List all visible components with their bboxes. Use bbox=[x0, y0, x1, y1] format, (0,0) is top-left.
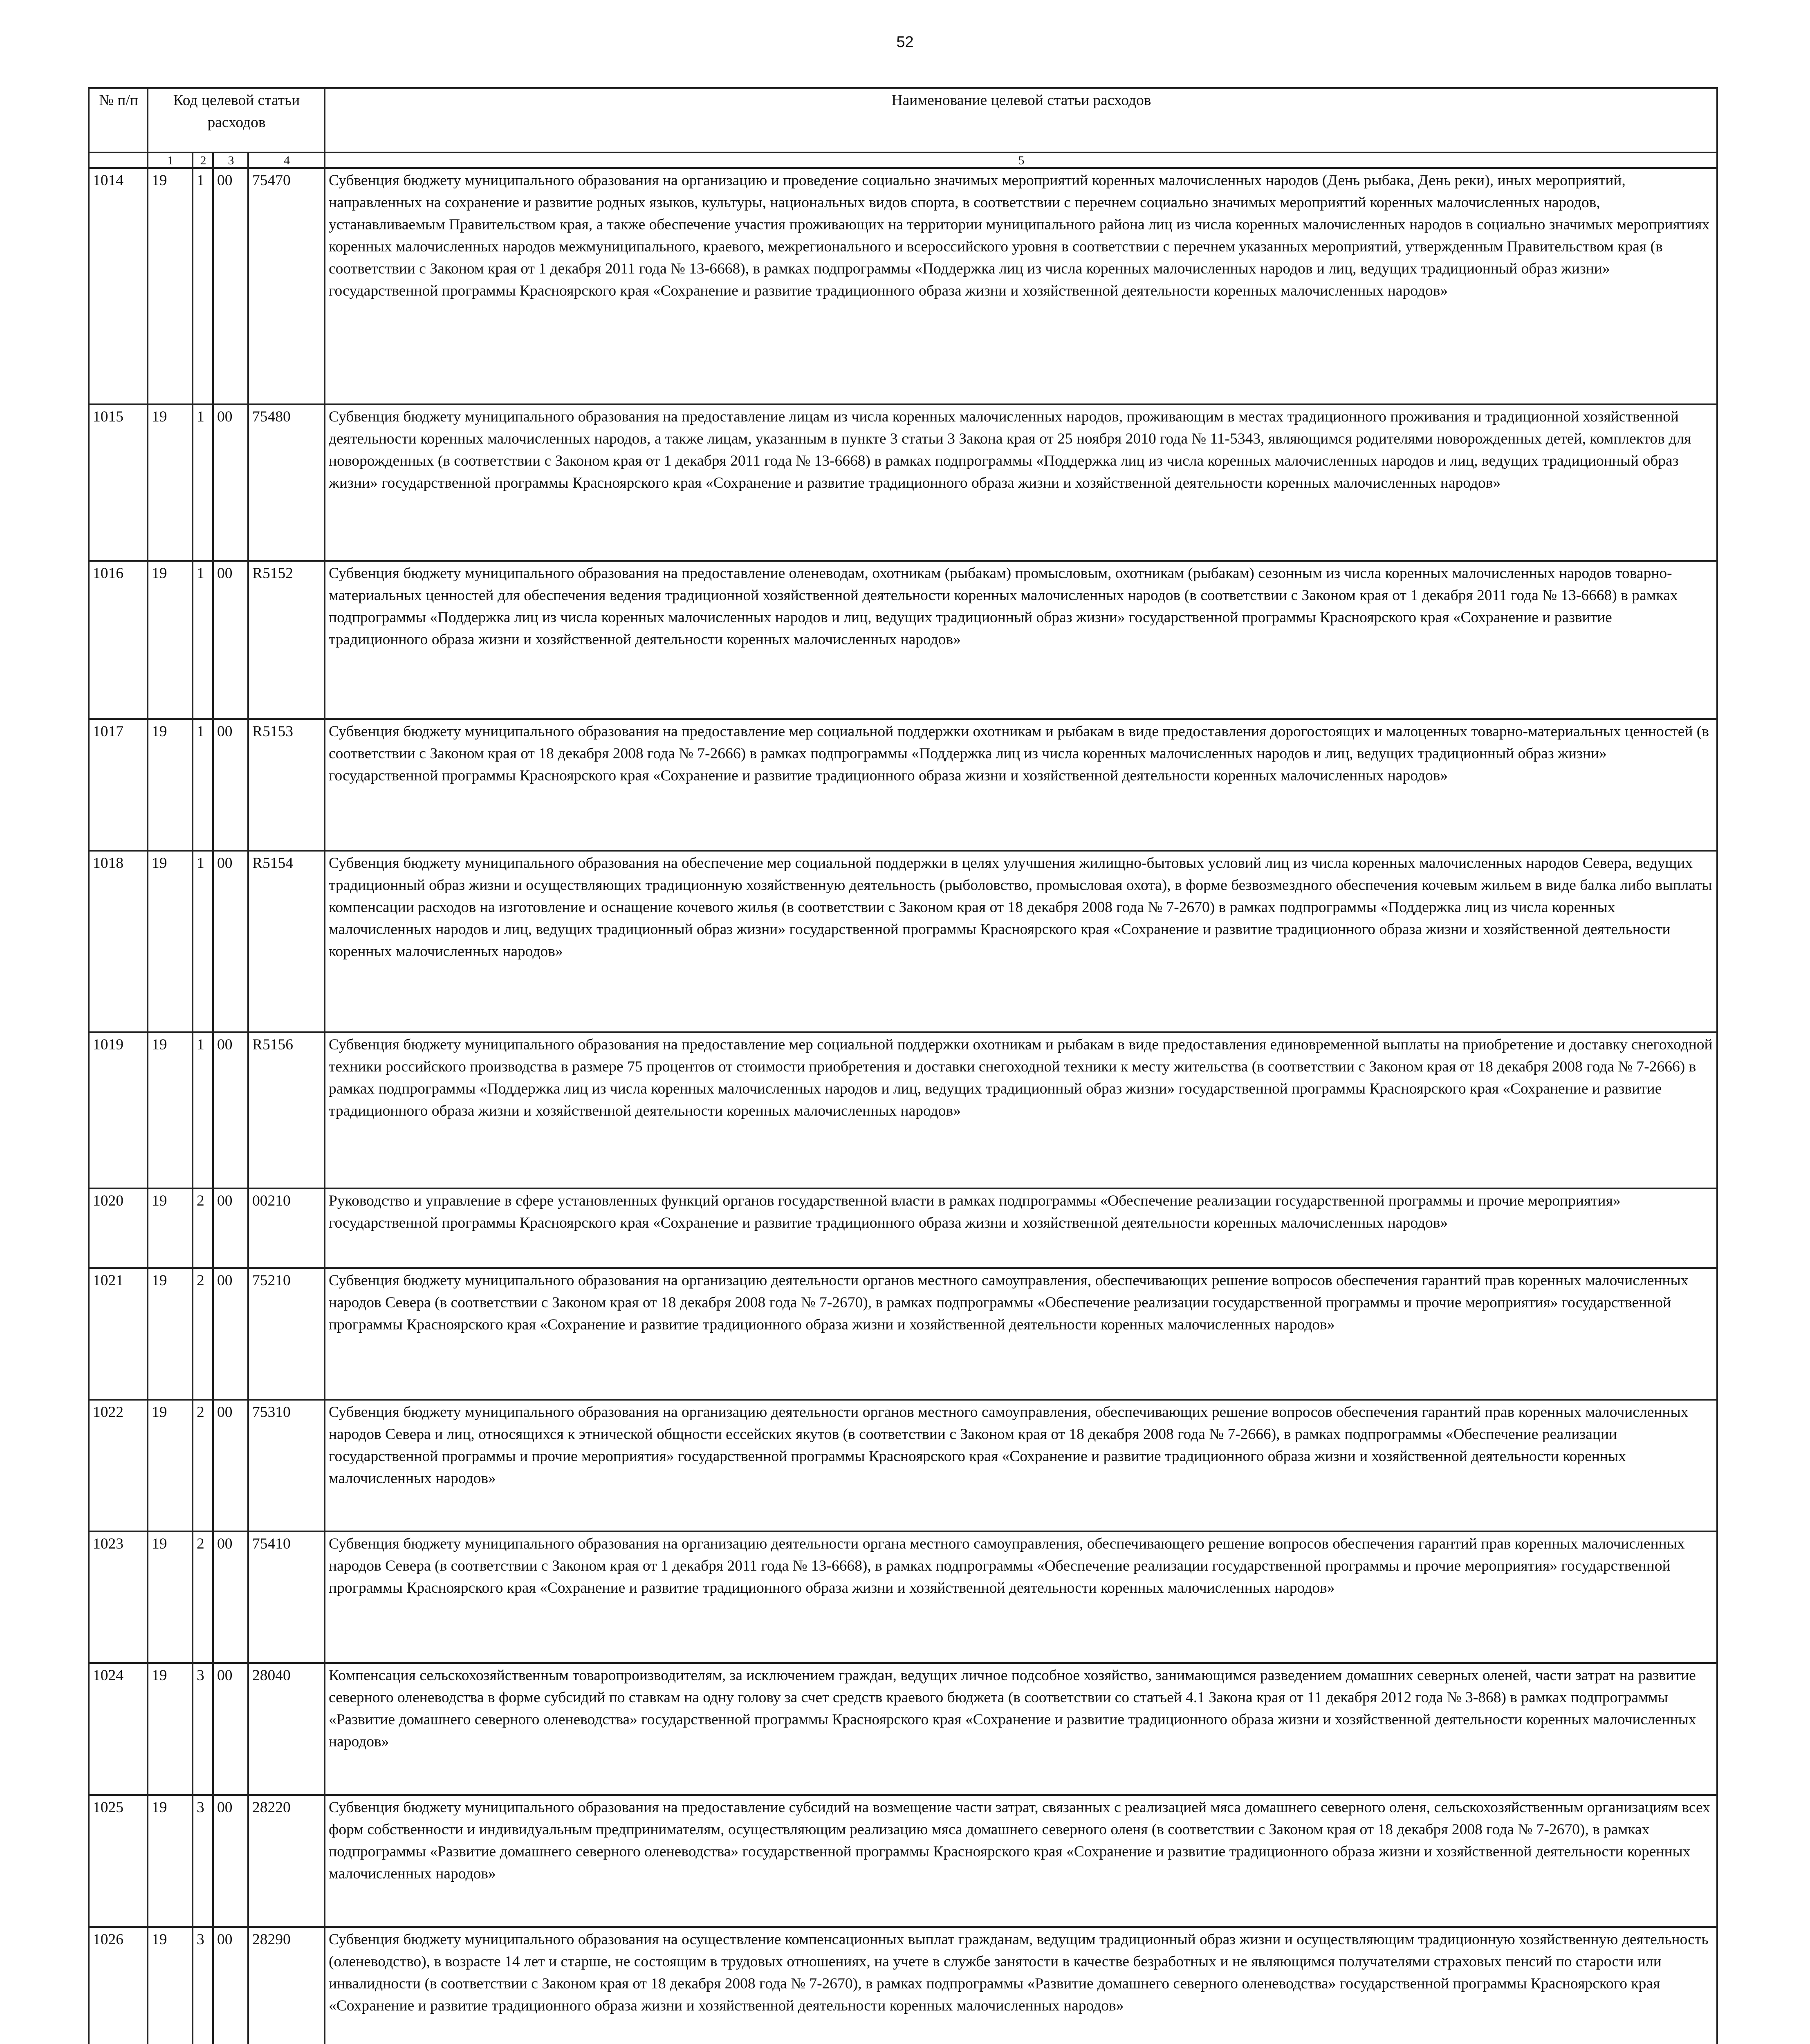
code-part-4: 75480 bbox=[248, 404, 325, 561]
row-number: 1016 bbox=[89, 561, 148, 719]
code-part-4: R5154 bbox=[248, 851, 325, 1032]
subheader-col-2: 2 bbox=[193, 152, 213, 168]
row-number: 1015 bbox=[89, 404, 148, 561]
expense-description: Субвенция бюджету муниципального образования на организацию и проведение социально значимых мероприятий коренных малочисленных народов (День рыбака, День реки), иных мероприятий, направленных на сохранение и развитие родных языков, культуры, национальных видов спорта, в соответствии с перечнем социально значимых мероприятий коренных малочисленных народов, устанавливаемым Правительством края, а также обеспечение участия проживающих на территории муниципального района лиц из числа коренных малочисленных народов в социально значимых мероприятиях коренных малочисленных народов межмуниципального, краевого, межрегионального и всероссийского уровня в соответствии с перечнем указанных мероприятий, утвержденным Правительством края (в соответствии с Законом края от 1 декабря 2011 года № 13-6668), в рамках подпрограммы «Поддержка лиц из числа коренных малочисленных народов и лиц, ведущих традиционный образ жизни» государственной программы Красноярского края «Сохранение и развитие традиционного образа жизни и хозяйственной деятельности коренных малочисленных народов» bbox=[325, 168, 1717, 404]
row-number: 1021 bbox=[89, 1268, 148, 1400]
code-part-3: 00 bbox=[213, 719, 248, 851]
code-part-2: 1 bbox=[193, 168, 213, 404]
table-row bbox=[89, 1663, 1717, 1795]
code-part-2: 1 bbox=[193, 851, 213, 1032]
code-part-3: 00 bbox=[213, 561, 248, 719]
code-part-3: 00 bbox=[213, 1795, 248, 1927]
row-number: 1025 bbox=[89, 1795, 148, 1927]
expense-description: Субвенция бюджету муниципального образования на организацию деятельности органа местного самоуправления, обеспечивающего решение вопросов обеспечения гарантий прав коренных малочисленных народов Севера (в соответствии с Законом края от 1 декабря 2011 года № 13-6668), в рамках подпрограммы «Обеспечение реализации государственной программы и прочие мероприятия» государственной программы Красноярского края «Сохранение и развитие традиционного образа жизни и хозяйственной деятельности коренных малочисленных народов» bbox=[325, 1531, 1717, 1663]
row-number: 1017 bbox=[89, 719, 148, 851]
code-part-2: 2 bbox=[193, 1531, 213, 1663]
header-name: Наименование целевой статьи расходов bbox=[325, 88, 1717, 152]
code-part-3: 00 bbox=[213, 1268, 248, 1400]
expense-description: Субвенция бюджету муниципального образования на предоставление оленеводам, охотникам (рыбакам) промысловым, охотникам (рыбакам) сезонным из числа коренных малочисленных народов товарно-материальных ценностей для обеспечения ведения традиционной хозяйственной деятельности коренных малочисленных народов (в соответствии с Законом края от 1 декабря 2011 года № 13-6668) в рамках подпрограммы «Поддержка лиц из числа коренных малочисленных народов и лиц, ведущих традиционный образ жизни» государственной программы Красноярского края «Сохранение и развитие традиционного образа жизни и хозяйственной деятельности коренных малочисленных народов» bbox=[325, 561, 1717, 719]
table-subheader-row bbox=[89, 152, 1717, 168]
code-part-1: 19 bbox=[148, 1795, 193, 1927]
code-part-1: 19 bbox=[148, 1663, 193, 1795]
code-part-4: 28040 bbox=[248, 1663, 325, 1795]
page-number: 52 bbox=[896, 34, 914, 51]
code-part-1: 19 bbox=[148, 1268, 193, 1400]
code-part-2: 3 bbox=[193, 1927, 213, 2044]
expense-description: Субвенция бюджету муниципального образования на организацию деятельности органов местного самоуправления, обеспечивающих решение вопросов обеспечения гарантий прав коренных малочисленных народов Севера и лиц, относящихся к этнической общности ессейских якутов (в соответствии с Законом края от 18 декабря 2008 года № 7-2666), в рамках подпрограммы «Обеспечение реализации государственной программы и прочие мероприятия» государственной программы Красноярского края «Сохранение и развитие традиционного образа жизни и хозяйственной деятельности коренных малочисленных народов» bbox=[325, 1400, 1717, 1531]
code-part-2: 3 bbox=[193, 1795, 213, 1927]
code-part-3: 00 bbox=[213, 851, 248, 1032]
expense-description: Субвенция бюджету муниципального образования на организацию деятельности органов местного самоуправления, обеспечивающих решение вопросов обеспечения гарантий прав коренных малочисленных народов Севера (в соответствии с Законом края от 18 декабря 2008 года № 7-2670), в рамках подпрограммы «Обеспечение реализации государственной программы и прочие мероприятия» государственной программы Красноярского края «Сохранение и развитие традиционного образа жизни и хозяйственной деятельности коренных малочисленных народов» bbox=[325, 1268, 1717, 1400]
code-part-1: 19 bbox=[148, 1032, 193, 1188]
code-part-3: 00 bbox=[213, 168, 248, 404]
table-row bbox=[89, 1927, 1717, 2044]
subheader-col-4: 4 bbox=[248, 152, 325, 168]
code-part-1: 19 bbox=[148, 851, 193, 1032]
expense-description: Субвенция бюджету муниципального образования на осуществление компенсационных выплат гражданам, ведущим традиционный образ жизни и осуществляющим традиционную хозяйственную деятельность (оленеводство), в возрасте 14 лет и старше, не состоящим в трудовых отношениях, на учете в службе занятости в качестве безработных и не являющимся получателями страховых пенсий по старости или инвалидности (в соответствии с Законом края от 18 декабря 2008 года № 7-2670), в рамках подпрограммы «Развитие домашнего северного оленеводства» государственной программы Красноярского края «Сохранение и развитие традиционного образа жизни и хозяйственной деятельности коренных малочисленных народов» bbox=[325, 1927, 1717, 2044]
code-part-3: 00 bbox=[213, 404, 248, 561]
header-code: Код целевой статьи расходов bbox=[148, 88, 325, 152]
code-part-4: 28220 bbox=[248, 1795, 325, 1927]
code-part-4: R5153 bbox=[248, 719, 325, 851]
row-number: 1026 bbox=[89, 1927, 148, 2044]
table-row bbox=[89, 1188, 1717, 1268]
code-part-1: 19 bbox=[148, 561, 193, 719]
code-part-1: 19 bbox=[148, 404, 193, 561]
table-row bbox=[89, 719, 1717, 851]
code-part-1: 19 bbox=[148, 1927, 193, 2044]
table-row bbox=[89, 851, 1717, 1032]
row-number: 1020 bbox=[89, 1188, 148, 1268]
code-part-4: 75470 bbox=[248, 168, 325, 404]
code-part-2: 2 bbox=[193, 1268, 213, 1400]
row-number: 1019 bbox=[89, 1032, 148, 1188]
row-number: 1014 bbox=[89, 168, 148, 404]
expense-description: Руководство и управление в сфере установленных функций органов государственной власти в рамках подпрограммы «Обеспечение реализации государственной программы и прочие мероприятия» государственной программы Красноярского края «Сохранение и развитие традиционного образа жизни и хозяйственной деятельности коренных малочисленных народов» bbox=[325, 1188, 1717, 1268]
code-part-1: 19 bbox=[148, 1188, 193, 1268]
row-number: 1018 bbox=[89, 851, 148, 1032]
table-row bbox=[89, 1032, 1717, 1188]
subheader-col-1: 1 bbox=[148, 152, 193, 168]
expense-description: Компенсация сельскохозяйственным товаропроизводителям, за исключением граждан, ведущих личное подсобное хозяйство, занимающимся разведением домашних северных оленей, части затрат на развитие северного оленеводства в форме субсидий по ставкам на одну голову за счет средств краевого бюджета (в соответствии со статьей 4.1 Закона края от 11 декабря 2012 года № 3-868) в рамках подпрограммы «Развитие домашнего северного оленеводства» государственной программы Красноярского края «Сохранение и развитие традиционного образа жизни и хозяйственной деятельности коренных малочисленных народов» bbox=[325, 1663, 1717, 1795]
code-part-2: 2 bbox=[193, 1400, 213, 1531]
header-num: № п/п bbox=[89, 88, 148, 152]
expense-description: Субвенция бюджету муниципального образования на предоставление лицам из числа коренных малочисленных народов, проживающим в местах традиционного проживания и традиционной хозяйственной деятельности коренных малочисленных народов, а также лицам, указанным в пункте 3 статьи 3 Закона края от 25 ноября 2010 года № 11-5343, являющимся родителями новорожденных детей, комплектов для новорожденных (в соответствии с Законом края от 1 декабря 2011 года № 13-6668) в рамках подпрограммы «Поддержка лиц из числа коренных малочисленных народов и лиц, ведущих традиционный образ жизни» государственной программы Красноярского края «Сохранение и развитие традиционного образа жизни и хозяйственной деятельности коренных малочисленных народов» bbox=[325, 404, 1717, 561]
table-row bbox=[89, 1400, 1717, 1531]
table-row bbox=[89, 1531, 1717, 1663]
code-part-4: R5152 bbox=[248, 561, 325, 719]
target-expense-table bbox=[88, 87, 1718, 2044]
code-part-1: 19 bbox=[148, 719, 193, 851]
row-number: 1022 bbox=[89, 1400, 148, 1531]
subheader-blank bbox=[89, 152, 148, 168]
code-part-3: 00 bbox=[213, 1188, 248, 1268]
table-row bbox=[89, 168, 1717, 404]
table-row bbox=[89, 404, 1717, 561]
code-part-2: 1 bbox=[193, 561, 213, 719]
code-part-4: 75210 bbox=[248, 1268, 325, 1400]
code-part-1: 19 bbox=[148, 1400, 193, 1531]
subheader-col-5: 5 bbox=[325, 152, 1717, 168]
code-part-3: 00 bbox=[213, 1927, 248, 2044]
code-part-4: 28290 bbox=[248, 1927, 325, 2044]
subheader-col-3: 3 bbox=[213, 152, 248, 168]
code-part-4: 75310 bbox=[248, 1400, 325, 1531]
table-header-row bbox=[89, 88, 1717, 152]
table-row bbox=[89, 1268, 1717, 1400]
code-part-1: 19 bbox=[148, 168, 193, 404]
code-part-2: 1 bbox=[193, 719, 213, 851]
row-number: 1024 bbox=[89, 1663, 148, 1795]
code-part-2: 1 bbox=[193, 404, 213, 561]
table-row bbox=[89, 561, 1717, 719]
code-part-3: 00 bbox=[213, 1032, 248, 1188]
code-part-4: 00210 bbox=[248, 1188, 325, 1268]
code-part-2: 1 bbox=[193, 1032, 213, 1188]
code-part-1: 19 bbox=[148, 1531, 193, 1663]
expense-description: Субвенция бюджету муниципального образования на предоставление мер социальной поддержки охотникам и рыбакам в виде предоставления единовременной выплаты на приобретение и доставку снегоходной техники российского производства в размере 75 процентов от стоимости приобретения и доставки снегоходной техники к месту жительства (в соответствии с Законом края от 18 декабря 2008 года № 7-2666) в рамках подпрограммы «Поддержка лиц из числа коренных малочисленных народов и лиц, ведущих традиционный образ жизни» государственной программы Красноярского края «Сохранение и развитие традиционного образа жизни и хозяйственной деятельности коренных малочисленных народов» bbox=[325, 1032, 1717, 1188]
code-part-3: 00 bbox=[213, 1400, 248, 1531]
code-part-4: R5156 bbox=[248, 1032, 325, 1188]
code-part-4: 75410 bbox=[248, 1531, 325, 1663]
table-row bbox=[89, 1795, 1717, 1927]
code-part-2: 3 bbox=[193, 1663, 213, 1795]
code-part-2: 2 bbox=[193, 1188, 213, 1268]
row-number: 1023 bbox=[89, 1531, 148, 1663]
expense-description: Субвенция бюджету муниципального образования на предоставление мер социальной поддержки охотникам и рыбакам в виде предоставления дорогостоящих и малоценных товарно-материальных ценностей (в соответствии с Законом края от 18 декабря 2008 года № 7-2666) в рамках подпрограммы «Поддержка лиц из числа коренных малочисленных народов и лиц, ведущих традиционный образ жизни» государственной программы Красноярского края «Сохранение и развитие традиционного образа жизни и хозяйственной деятельности коренных малочисленных народов» bbox=[325, 719, 1717, 851]
expense-description: Субвенция бюджету муниципального образования на обеспечение мер социальной поддержки в целях улучшения жилищно-бытовых условий лиц из числа коренных малочисленных народов Севера, ведущих традиционный образ жизни и осуществляющих традиционную хозяйственную деятельность (рыболовство, промысловая охота), в форме безвозмездного обеспечения кочевым жильем в виде балка либо выплаты компенсации расходов на изготовление и оснащение кочевого жилья (в соответствии с Законом края от 18 декабря 2008 года № 7-2670) в рамках подпрограммы «Поддержка лиц из числа коренных малочисленных народов и лиц, ведущих традиционный образ жизни» государственной программы Красноярского края «Сохранение и развитие традиционного образа жизни и хозяйственной деятельности коренных малочисленных народов» bbox=[325, 851, 1717, 1032]
code-part-3: 00 bbox=[213, 1531, 248, 1663]
code-part-3: 00 bbox=[213, 1663, 248, 1795]
expense-description: Субвенция бюджету муниципального образования на предоставление субсидий на возмещение части затрат, связанных с реализацией мяса домашнего северного оленя, сельскохозяйственным организациям всех форм собственности и индивидуальным предпринимателям, осуществляющим реализацию мяса домашнего северного оленя (в соответствии с Законом края от 18 декабря 2008 года № 7-2670), в рамках подпрограммы «Развитие домашнего северного оленеводства» государственной программы Красноярского края «Сохранение и развитие традиционного образа жизни и хозяйственной деятельности коренных малочисленных народов» bbox=[325, 1795, 1717, 1927]
